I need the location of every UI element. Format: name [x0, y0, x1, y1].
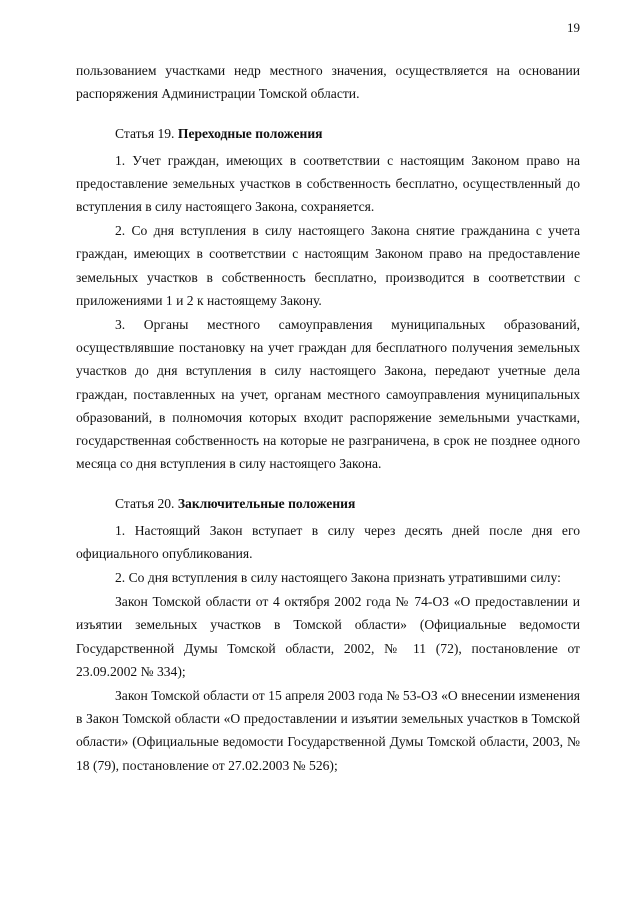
article-20-label: Статья 20. [115, 496, 175, 512]
article-20-paragraph-4: Закон Томской области от 15 апреля 2003 года № 53-ОЗ «О внесении изменения в Закон Томской области «О предоставлении и изъятии земельных участков в Томской области» (Официальные ведомости Государственной Думы Томской области, 2003, № 18 (79), постановление от 27.02.2003 № 526); [76, 688, 580, 773]
article-19-title: Переходные положения [177, 126, 323, 142]
document-body [76, 59, 580, 777]
article-19-paragraph-3: 3. Органы местного самоуправления муниципальных образований, осуществлявшие постановку на учет граждан для бесплатного получения земельных участков до дня вступления в силу настоящего Закона, передают учетные дела граждан, поставленных на учет, органам местного самоуправления муниципальных образований, в полномочия которых входит распоряжение земельными участками, государственная собственность на которые не разграничена, в срок не позднее одного месяца со дня вступления в силу настоящего Закона. [76, 317, 580, 472]
article-20-heading [76, 492, 580, 515]
page-number: 19 [567, 20, 580, 35]
article-20-paragraph-2: 2. Со дня вступления в силу настоящего Закона признать утратившими силу: [115, 570, 561, 586]
article-19-paragraph-1: 1. Учет граждан, имеющих в соответствии с настоящим Законом право на предоставление земельных участков в собственность бесплатно, осуществленный до вступления в силу настоящего Закона, сохраняется. [76, 152, 580, 215]
article-19-paragraph-2: 2. Со дня вступления в силу настоящего Закона снятие гражданина с учета граждан, имеющих в соответствии с настоящим Законом право на предоставление земельных участков в собственность бесплатно, производится в соответствии с приложениями 1 и 2 к настоящему Закону. [76, 223, 580, 308]
article-19-label: Статья 19. [115, 126, 175, 142]
article-19-heading [76, 122, 580, 145]
article-20-paragraph-3: Закон Томской области от 4 октября 2002 года № 74-ОЗ «О предоставлении и изъятии земельных участков в Томской области» (Официальные ведомости Государственной Думы Томской области, 2002, № 11 (72), постановление от 23.09.2002 № 334); [76, 594, 580, 679]
article-20-title: Заключительные положения [177, 496, 356, 512]
intro-paragraph: пользованием участками недр местного значения, осуществляется на основании распоряжения Администрации Томской области. [76, 63, 580, 102]
article-20-paragraph-1: 1. Настоящий Закон вступает в силу через десять дней после дня его официального опубликования. [76, 522, 580, 561]
